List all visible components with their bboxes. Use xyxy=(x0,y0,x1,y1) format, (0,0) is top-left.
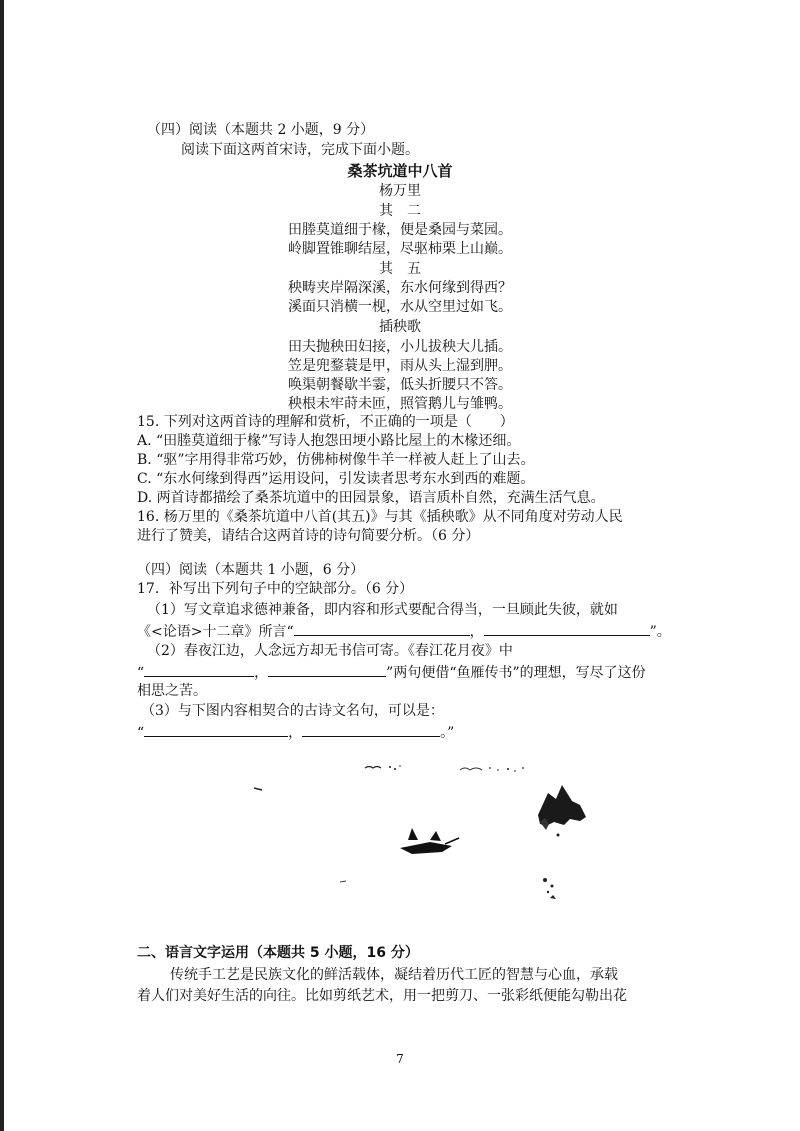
q17-p2-line3: 相思之苦。 xyxy=(137,683,207,699)
poem-part5-line: 秧畴夹岸隔深溪，东水何缘到得西？ xyxy=(288,280,512,296)
q17-p3-blank-2[interactable] xyxy=(302,722,440,737)
q15-option-d: D. 两首诗都描绘了桑茶坑道中的田园景象，语言质朴自然，充满生活气息。 xyxy=(137,490,605,506)
page-number: 7 xyxy=(396,1052,404,1066)
q15-option-b: B. “驱”字用得非常巧妙，仿佛柿树像牛羊一样被人赶上了山去。 xyxy=(137,452,535,468)
q16-line1: 16. 杨万里的《桑茶坑道中八首(其五)》与其《插秧歌》从不同角度对劳动人民 xyxy=(137,509,623,525)
ink-landscape-painting xyxy=(240,740,600,930)
q17-p3-text-c: 。” xyxy=(440,725,455,741)
section4-instruction: 阅读下面这两首宋诗，完成下面小题。 xyxy=(181,142,419,158)
q17-p2-blank-1[interactable] xyxy=(144,662,254,677)
q17-p1-text-a: 《<论语>十二章》所言“ xyxy=(137,624,294,640)
poem-part5-label: 其 五 xyxy=(379,261,421,277)
q15-stem: 15. 下列对这两首诗的理解和赏析，不正确的一项是（ ） xyxy=(137,414,514,430)
fishing-boat xyxy=(400,828,459,854)
q17-p3-line2 xyxy=(137,722,454,742)
q17-p2-text-a: “ xyxy=(137,665,145,681)
q17-p2-blank-2[interactable] xyxy=(268,662,386,677)
q17-p1-text-c: ”。 xyxy=(649,624,671,640)
q15-option-a: A. “田塍莫道细于椽”写诗人抱怨田埂小路比屋上的木椽还细。 xyxy=(137,433,521,449)
q17-stem: 17．补写出下列句子中的空缺部分。（6 分） xyxy=(137,581,414,597)
q17-p2-text-c: ”两句便借“鱼雁传书”的理想，写尽了这份 xyxy=(386,665,646,681)
q17-p2-text-b: ， xyxy=(254,665,269,681)
q17-p1-line1: （1）写文章追求德神兼备，即内容和形式要配合得当，一旦顾此失彼，就如 xyxy=(147,602,618,618)
q17-p3-blank-1[interactable] xyxy=(144,722,288,737)
poem2-line: 田夫抛秧田妇接，小儿拔秧大儿插。 xyxy=(288,339,512,355)
section4b-heading: （四）阅读（本题共 1 小题，6 分） xyxy=(137,562,365,578)
q17-p1-blank-1[interactable] xyxy=(294,621,470,636)
section4-heading: （四）阅读（本题共 2 小题，9 分） xyxy=(147,122,375,138)
poem2-title: 插秧歌 xyxy=(379,319,421,335)
q17-p3-text-b: ， xyxy=(288,725,303,741)
section2-para-line2: 着人们对美好生活的向往。比如剪纸艺术，用一把剪刀、一张彩纸便能勾勒出花 xyxy=(137,988,627,1004)
poem-part2-line: 田塍莫道细于椽，便是桑园与菜园。 xyxy=(288,222,512,238)
rocks xyxy=(340,878,556,899)
poem2-line: 笠是兜鍪蓑是甲，雨从头上湿到胛。 xyxy=(288,358,512,374)
q17-p2-line2 xyxy=(137,662,646,682)
q17-p1-line2 xyxy=(137,621,671,641)
mountain-peak xyxy=(538,785,586,837)
q17-p3-text-a: “ xyxy=(137,725,145,741)
poem2-line: 唤渠朝餐歇半霎，低头折腰只不答。 xyxy=(288,377,512,393)
section2-heading: 二、语言文字运用（本题共 5 小题，16 分） xyxy=(137,945,419,961)
distant-birds xyxy=(365,765,524,772)
poem-group-title: 桑茶坑道中八首 xyxy=(347,162,453,180)
poem-author: 杨万里 xyxy=(379,183,421,199)
poem-part5-line: 溪面只消横一枧，水从空里过如飞。 xyxy=(288,299,512,315)
q16-line2: 进行了赞美，请结合这两首诗的诗句简要分析。（6 分） xyxy=(137,528,480,544)
q17-p1-blank-2[interactable] xyxy=(484,621,650,636)
q17-p1-text-b: ， xyxy=(469,624,484,640)
poem2-line: 秧根未牢莳未匝，照管鹅儿与雏鸭。 xyxy=(288,396,512,412)
poem-part2-label: 其 二 xyxy=(379,203,421,219)
q17-p2-line1: （2）春夜江边，人念远方却无书信可寄。《春江花月夜》中 xyxy=(147,643,513,659)
shore-mark xyxy=(254,788,262,790)
q17-p3-line1: （3）与下图内容相契合的古诗文名句，可以是： xyxy=(141,703,444,719)
q15-option-c: C. “东水何缘到得西”运用设问，引发读者思考东水到西的难题。 xyxy=(137,471,535,487)
section2-para-line1: 传统手工艺是民族文化的鲜活载体，凝结着历代工匠的智慧与心血，承载 xyxy=(170,967,618,983)
poem-part2-line: 岭脚置锥聊结屋，尽驱柿栗上山巅。 xyxy=(288,241,512,257)
